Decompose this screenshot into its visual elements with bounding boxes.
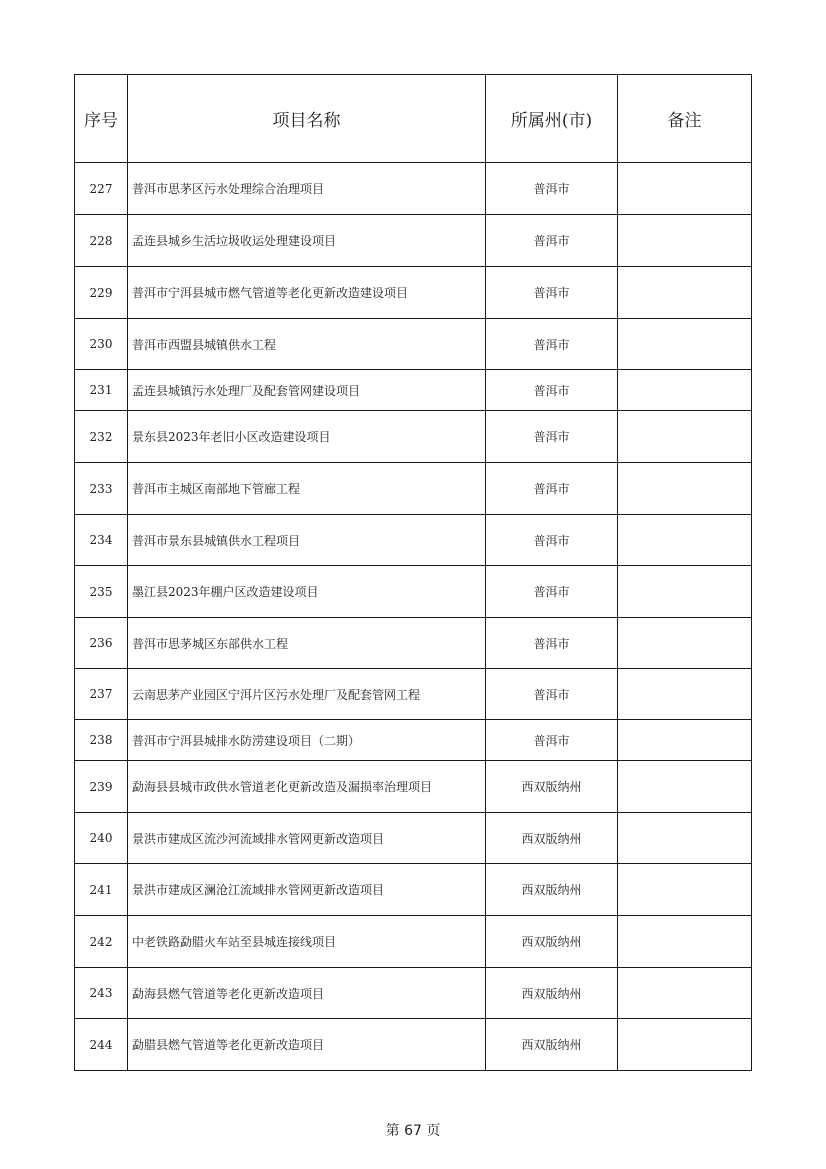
row-region: 西双版纳州: [486, 864, 618, 916]
row-project-name: 墨江县2023年棚户区改造建设项目: [128, 566, 486, 618]
row-remarks: [618, 761, 752, 813]
row-project-name: 勐腊县燃气管道等老化更新改造项目: [128, 1019, 486, 1071]
row-region: 普洱市: [486, 566, 618, 618]
row-remarks: [618, 463, 752, 515]
row-index: 240: [75, 813, 128, 864]
row-project-name: 普洱市西盟县城镇供水工程: [128, 319, 486, 370]
row-index: 233: [75, 463, 128, 515]
row-region: 西双版纳州: [486, 916, 618, 968]
row-index: 243: [75, 968, 128, 1019]
row-project-name: 普洱市思茅区污水处理综合治理项目: [128, 163, 486, 215]
row-index: 238: [75, 720, 128, 761]
row-region: 普洱市: [486, 411, 618, 463]
table-header-row: [75, 75, 752, 163]
row-project-name: 孟连县城镇污水处理厂及配套管网建设项目: [128, 370, 486, 411]
row-index: 244: [75, 1019, 128, 1071]
row-project-name: 景洪市建成区澜沧江流域排水管网更新改造项目: [128, 864, 486, 916]
row-index: 239: [75, 761, 128, 813]
table-row: [75, 761, 752, 813]
row-index: 234: [75, 515, 128, 566]
row-project-name: 中老铁路勐腊火车站至县城连接线项目: [128, 916, 486, 968]
row-region: 普洱市: [486, 319, 618, 370]
row-project-name: 景洪市建成区流沙河流域排水管网更新改造项目: [128, 813, 486, 864]
row-project-name: 普洱市思茅城区东部供水工程: [128, 618, 486, 669]
row-project-name: 勐海县燃气管道等老化更新改造项目: [128, 968, 486, 1019]
header-index: 序号: [75, 75, 128, 163]
row-remarks: [618, 813, 752, 864]
row-index: 236: [75, 618, 128, 669]
row-remarks: [618, 720, 752, 761]
table-row: [75, 370, 752, 411]
table-row: [75, 411, 752, 463]
row-region: 西双版纳州: [486, 813, 618, 864]
row-region: 普洱市: [486, 370, 618, 411]
row-region: 西双版纳州: [486, 1019, 618, 1071]
row-region: 普洱市: [486, 267, 618, 319]
row-remarks: [618, 566, 752, 618]
row-project-name: 普洱市主城区南部地下管廊工程: [128, 463, 486, 515]
row-project-name: 景东县2023年老旧小区改造建设项目: [128, 411, 486, 463]
table-row: [75, 463, 752, 515]
row-remarks: [618, 215, 752, 267]
row-index: 230: [75, 319, 128, 370]
row-region: 普洱市: [486, 163, 618, 215]
row-remarks: [618, 618, 752, 669]
table-body: [75, 163, 752, 1071]
row-region: 普洱市: [486, 669, 618, 720]
page-number: 第 67 页: [385, 1123, 441, 1139]
table-row: [75, 720, 752, 761]
table-row: [75, 515, 752, 566]
row-project-name: 普洱市宁洱县城市燃气管道等老化更新改造建设项目: [128, 267, 486, 319]
row-region: 普洱市: [486, 618, 618, 669]
row-remarks: [618, 669, 752, 720]
table-row: [75, 319, 752, 370]
table-row: [75, 864, 752, 916]
row-region: 西双版纳州: [486, 761, 618, 813]
row-region: 普洱市: [486, 720, 618, 761]
row-project-name: 云南思茅产业园区宁洱片区污水处理厂及配套管网工程: [128, 669, 486, 720]
row-remarks: [618, 515, 752, 566]
table-row: [75, 669, 752, 720]
header-project-name: 项目名称: [128, 75, 486, 163]
row-region: 普洱市: [486, 215, 618, 267]
table-row: [75, 618, 752, 669]
row-remarks: [618, 370, 752, 411]
row-index: 237: [75, 669, 128, 720]
row-index: 229: [75, 267, 128, 319]
row-region: 普洱市: [486, 515, 618, 566]
row-remarks: [618, 1019, 752, 1071]
row-remarks: [618, 411, 752, 463]
row-remarks: [618, 968, 752, 1019]
row-index: 242: [75, 916, 128, 968]
row-index: 235: [75, 566, 128, 618]
row-remarks: [618, 267, 752, 319]
row-region: 普洱市: [486, 463, 618, 515]
row-index: 232: [75, 411, 128, 463]
table-row: [75, 968, 752, 1019]
table-row: [75, 916, 752, 968]
table-row: [75, 215, 752, 267]
table-row: [75, 267, 752, 319]
table-row: [75, 163, 752, 215]
row-project-name: 孟连县城乡生活垃圾收运处理建设项目: [128, 215, 486, 267]
row-remarks: [618, 163, 752, 215]
row-remarks: [618, 319, 752, 370]
row-index: 241: [75, 864, 128, 916]
projects-table: [74, 74, 752, 1071]
table-row: [75, 566, 752, 618]
row-remarks: [618, 864, 752, 916]
table-row: [75, 813, 752, 864]
row-index: 231: [75, 370, 128, 411]
row-index: 227: [75, 163, 128, 215]
row-project-name: 普洱市宁洱县城排水防涝建设项目（二期）: [128, 720, 486, 761]
row-index: 228: [75, 215, 128, 267]
header-remarks: 备注: [618, 75, 752, 163]
row-project-name: 普洱市景东县城镇供水工程项目: [128, 515, 486, 566]
row-project-name: 勐海县县城市政供水管道老化更新改造及漏损率治理项目: [128, 761, 486, 813]
table-row: [75, 1019, 752, 1071]
header-region: 所属州(市): [486, 75, 618, 163]
row-region: 西双版纳州: [486, 968, 618, 1019]
row-remarks: [618, 916, 752, 968]
